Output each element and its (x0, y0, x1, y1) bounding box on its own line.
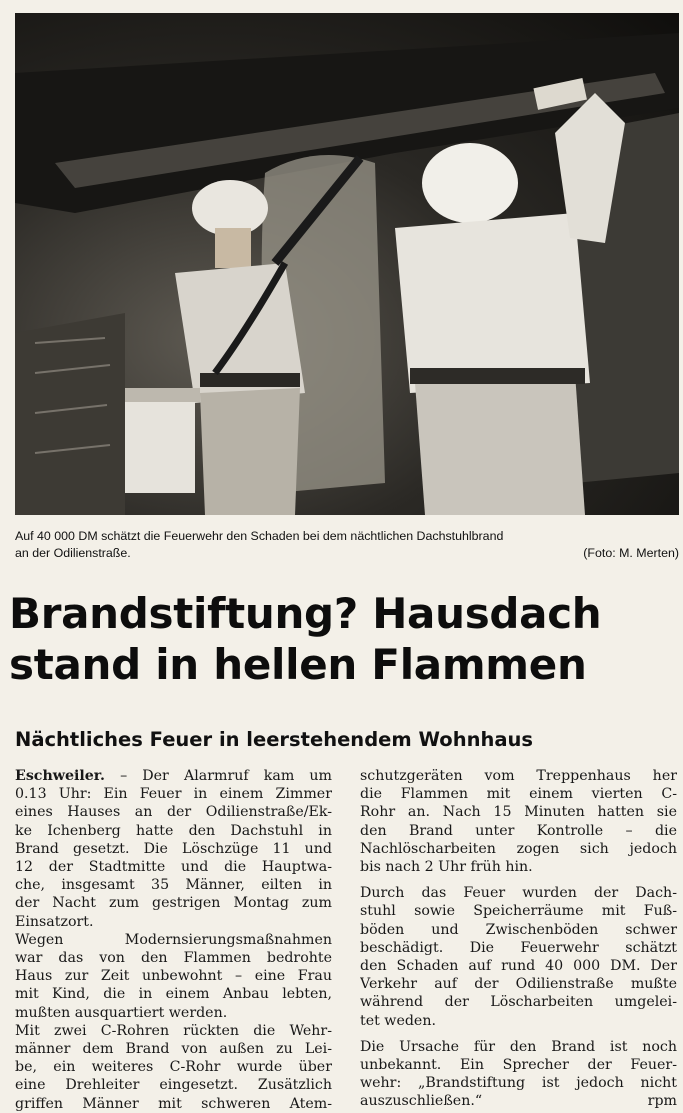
text-line: Verkehr auf der Odilienstraße mußte (360, 976, 677, 993)
text-line: mit Kind, die in einem Anbau lebten, (15, 986, 332, 1003)
text-line: ke Ichenberg hatte den Dachstuhl in (15, 822, 332, 839)
text-line: der Nacht zum gestrigen Montag zum (15, 895, 332, 912)
caption-line: an der Odilienstraße. (15, 546, 131, 560)
author-signature: rpm (647, 1093, 677, 1110)
text-line: während der Löscharbeiten umgelei- (360, 994, 677, 1011)
text-line: 0.13 Uhr: Ein Feuer in einem Zimmer (15, 786, 332, 803)
headline-line: stand in hellen Flammen (9, 640, 587, 689)
text-line: Nachlöscharbeiten zogen sich jedoch (360, 840, 677, 857)
text-line: Die Ursache für den Brand ist noch (360, 1038, 677, 1055)
photo-credit: (Foto: M. Merten) (583, 546, 679, 560)
article-column-right (360, 767, 677, 1111)
text-line: war das von den Flammen bedrohte (15, 950, 332, 967)
text-line: Mit zwei C-Rohren rückten die Wehr- (15, 1022, 332, 1039)
text-line: wehr: „Brandstiftung ist jedoch nicht (360, 1075, 677, 1092)
text-line: Wegen Modernsierungsmaßnahmen (15, 931, 332, 948)
text-line: bis nach 2 Uhr früh hin. (360, 859, 533, 876)
text-line: die Flammen mit einem vierten C- (360, 786, 677, 803)
photo-caption (15, 528, 679, 562)
text-line: Brand gesetzt. Die Löschzüge 11 und (15, 840, 332, 857)
text-line: den Schaden auf rund 40 000 DM. Der (360, 958, 677, 975)
text-line: Einsatzort. (15, 913, 94, 930)
subheadline: Nächtliches Feuer in leerstehendem Wohnhaus (15, 728, 533, 751)
text-line: männer dem Brand von außen zu Lei- (15, 1041, 332, 1058)
firefighters-photo (15, 13, 679, 515)
text-line: schutzgeräten vom Treppenhaus her (360, 768, 677, 784)
text-line: eine Drehleiter eingesetzt. Zusätzlich (15, 1077, 332, 1094)
text-line: Haus zur Zeit unbewohnt – eine Frau (15, 968, 332, 985)
text-line: Durch das Feuer wurden der Dach- (360, 885, 677, 902)
text-line: auszuschließen.“ (360, 1093, 483, 1110)
headline-line: Brandstiftung? Hausdach (9, 589, 602, 638)
text-line: be, ein weiteres C-Rohr wurde über (15, 1059, 332, 1076)
caption-line: Auf 40 000 DM schätzt die Feuerwehr den Schaden bei dem nächtlichen Dachstuhlbrand (15, 529, 504, 543)
text-line: griffen Männer mit schweren Atem- (15, 1095, 332, 1112)
text-line: 12 der Stadtmitte und die Hauptwa- (15, 859, 332, 876)
text-line: tet weden. (360, 1012, 436, 1029)
text-line: stuhl sowie Speicherräume mit Fuß- (360, 903, 677, 920)
text-line: unbekannt. Ein Sprecher der Feuer- (360, 1057, 677, 1074)
text-line: den Brand unter Kontrolle – die (360, 822, 677, 839)
text-line: eines Hauses an der Odilienstraße/Ek- (15, 804, 332, 821)
text-line: böden und Zwischenböden schwer (360, 921, 677, 938)
text-line: beschädigt. Die Feuerwehr schätzt (360, 939, 677, 956)
text-line: che, insgesamt 35 Männer, eilten in (15, 877, 332, 894)
dateline: Eschweiler. (15, 768, 105, 784)
article-column-left (15, 767, 332, 1113)
text-line: mußten ausquartiert werden. (15, 1004, 228, 1021)
photo-illustration (15, 13, 679, 515)
text-line: Rohr an. Nach 15 Minuten hatten sie (360, 804, 677, 821)
headline (9, 588, 674, 690)
text-line: – Der Alarmruf kam um (120, 768, 332, 784)
